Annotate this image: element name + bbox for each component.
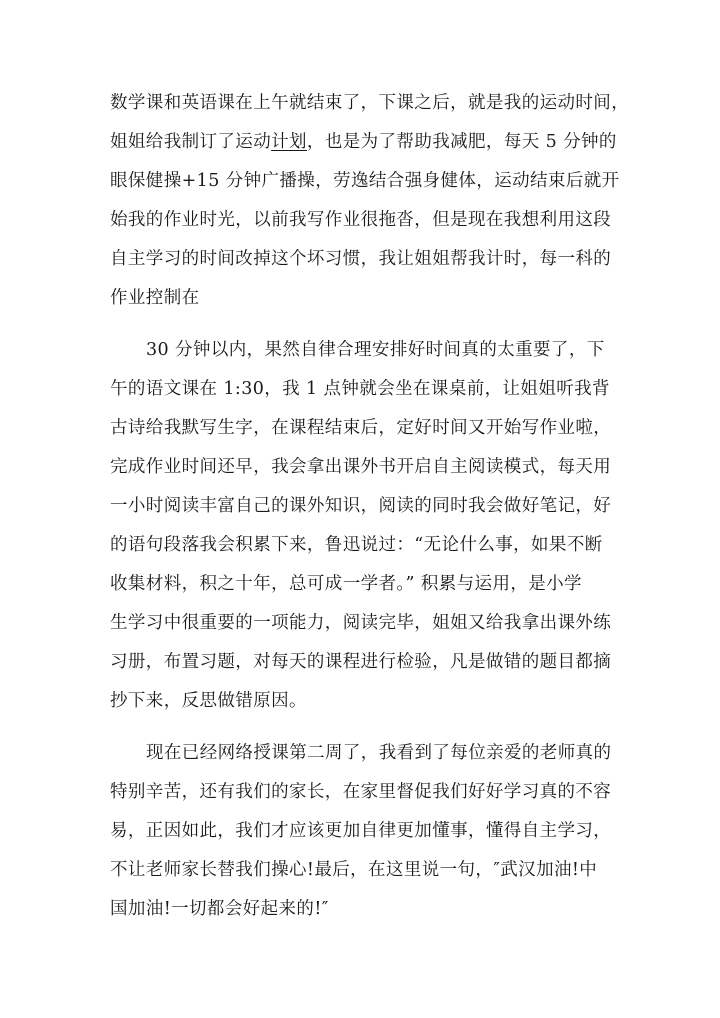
paragraph-3-line-1: 现在已经网络授课第二周了，我看到了每位亲爱的老师真的 (146, 743, 612, 763)
paragraph-1-line-6: 作业控制在 (110, 288, 200, 308)
paragraph-3-line-4: 不让老师家长替我们操心!最后，在这里说一句，″武汉加油!中 (110, 860, 598, 880)
paragraph-2-line-10: 抄下来，反思做错原因。 (110, 691, 307, 711)
paragraph-1-line-1: 数学课和英语课在上午就结束了，下课之后，就是我的运动时间， (110, 93, 630, 113)
paragraph-1-line-2 (110, 130, 617, 154)
paragraph-2-line-7: 收集材料，积之十年，总可成一学者。” 积累与运用，是小学 (110, 574, 582, 594)
paragraph-2-line-9: 习册，布置习题，对每天的课程进行检验，凡是做错的题目都摘 (110, 652, 612, 672)
paragraph-2-line-3: 古诗给我默写生字，在课程结束后，定好时间又开始写作业啦， (110, 418, 612, 438)
paragraph-2-line-8: 生学习中很重要的一项能力，阅读完毕，姐姐又给我拿出课外练 (110, 613, 612, 633)
paragraph-1-line-3: 眼保健操+15 分钟广播操，劳逸结合强身健体，运动结束后就开 (110, 171, 620, 191)
underlined-link-plan[interactable]: 计划 (271, 132, 307, 152)
paragraph-3-line-3: 易，正因如此，我们才应该更加自律更加懂事，懂得自主学习， (110, 821, 612, 841)
paragraph-3-line-2: 特别辛苦，还有我们的家长，在家里督促我们好好学习真的不容 (110, 782, 612, 802)
paragraph-2-line-6: 的语句段落我会积累下来，鲁迅说过：“无论什么事，如果不断 (110, 535, 603, 555)
paragraph-2-line-1: 30 分钟以内，果然自律合理安排好时间真的太重要了，下 (146, 340, 605, 360)
text-run: ，也是为了帮助我减肥，每天 5 分钟的 (306, 132, 617, 152)
paragraph-1-line-4: 始我的作业时光，以前我写作业很拖沓，但是现在我想利用这段 (110, 210, 612, 230)
paragraph-2-line-5: 一小时阅读丰富自己的课外知识，阅读的同时我会做好笔记，好 (110, 496, 612, 516)
text-run: 姐姐给我制订了运动 (110, 132, 272, 152)
paragraph-2-line-2: 午的语文课在 1:30，我 1 点钟就会坐在课桌前，让姐姐听我背 (110, 379, 610, 399)
paragraph-1-line-5: 自主学习的时间改掉这个坏习惯，我让姐姐帮我计时，每一科的 (110, 249, 612, 269)
paragraph-2-line-4: 完成作业时间还早，我会拿出课外书开启自主阅读模式，每天用 (110, 457, 612, 477)
paragraph-3-line-5: 国加油!一切都会好起来的!″ (110, 899, 329, 919)
